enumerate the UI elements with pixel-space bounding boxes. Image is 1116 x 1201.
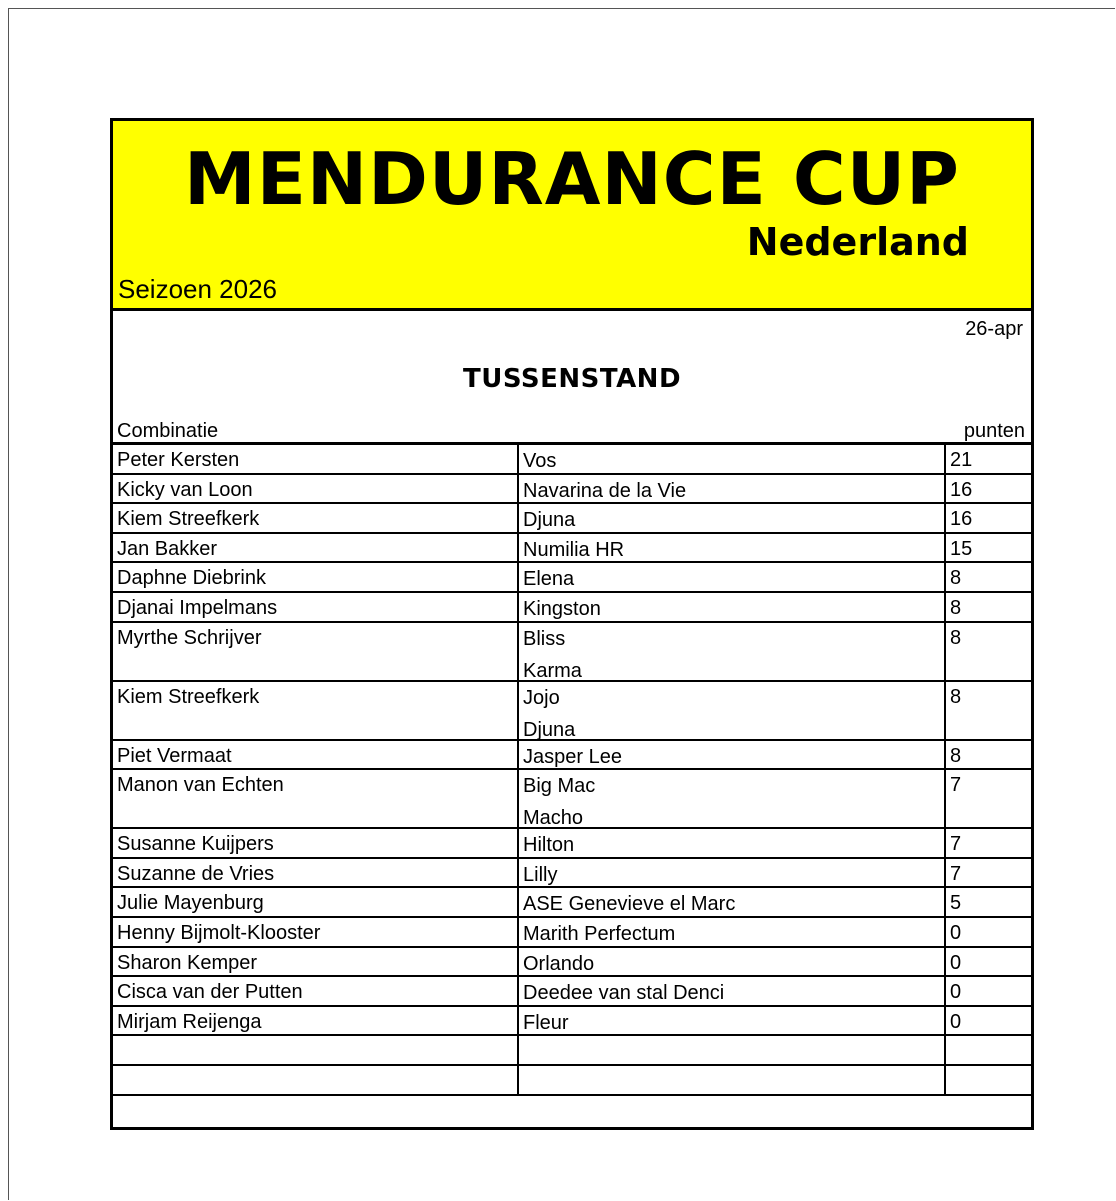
rider-cell: Piet Vermaat xyxy=(113,741,519,769)
table-row xyxy=(113,593,1031,623)
rider-cell: Daphne Diebrink xyxy=(113,563,519,591)
table-row xyxy=(113,445,1031,475)
horse-cell xyxy=(519,1007,946,1035)
cup-title: MENDURANCE CUP xyxy=(184,137,960,221)
empty-cell xyxy=(113,1066,519,1094)
standings-table xyxy=(113,442,1031,1129)
horse-name: Big Mac xyxy=(523,775,596,798)
table-row xyxy=(113,829,1031,859)
points-cell: 16 xyxy=(950,478,973,501)
table-row xyxy=(113,977,1031,1007)
horse-name: Jojo xyxy=(523,686,560,709)
horse-cell xyxy=(519,504,946,532)
table-row xyxy=(113,770,1031,829)
column-header-points: punten xyxy=(963,420,1025,442)
horse-cell xyxy=(519,770,946,827)
empty-table-row xyxy=(113,1036,1031,1066)
horse-name: Fleur xyxy=(523,1011,569,1034)
rider-cell: Kicky van Loon xyxy=(113,475,519,503)
horse-name: Jasper Lee xyxy=(523,745,622,768)
horse-name: ASE Genevieve el Marc xyxy=(523,893,736,916)
points-cell: 0 xyxy=(950,981,962,1004)
standings-heading: TUSSENSTAND xyxy=(462,364,682,394)
horse-cell xyxy=(519,829,946,857)
horse-cell xyxy=(519,534,946,562)
points-cell: 0 xyxy=(950,951,962,974)
table-row xyxy=(113,623,1031,682)
rider-cell: Mirjam Reijenga xyxy=(113,1007,519,1035)
table-row xyxy=(113,682,1031,741)
horse-cell xyxy=(519,445,946,473)
rider-cell: Kiem Streefkerk xyxy=(113,682,519,739)
table-row xyxy=(113,1007,1031,1037)
rider-cell: Julie Mayenburg xyxy=(113,888,519,916)
points-cell: 21 xyxy=(950,449,973,471)
rider-cell: Jan Bakker xyxy=(113,534,519,562)
horse-name: Lilly xyxy=(523,863,558,886)
horse-name: Djuna xyxy=(523,718,576,739)
horse-name: Vos xyxy=(523,450,557,472)
horse-cell xyxy=(519,563,946,591)
empty-cell xyxy=(113,1036,519,1064)
horse-name: Karma xyxy=(523,659,582,680)
empty-table-row xyxy=(113,1066,1031,1096)
horse-name: Navarina de la Vie xyxy=(523,479,687,502)
horse-cell xyxy=(519,859,946,887)
table-row xyxy=(113,918,1031,948)
points-cell: 0 xyxy=(950,1010,962,1033)
horse-cell xyxy=(519,918,946,946)
horse-cell xyxy=(519,888,946,916)
table-row xyxy=(113,475,1031,505)
table-row xyxy=(113,741,1031,771)
table-row xyxy=(113,948,1031,978)
horse-name: Orlando xyxy=(523,952,595,975)
rider-cell: Cisca van der Putten xyxy=(113,977,519,1005)
table-footer-row xyxy=(113,1096,1031,1129)
points-cell: 8 xyxy=(950,744,962,767)
empty-cell xyxy=(519,1036,946,1064)
points-cell: 8 xyxy=(950,596,962,619)
points-cell: 8 xyxy=(950,685,962,708)
table-row xyxy=(113,563,1031,593)
rider-cell: Henny Bijmolt-Klooster xyxy=(113,918,519,946)
empty-cell xyxy=(519,1066,946,1094)
rider-cell: Djanai Impelmans xyxy=(113,593,519,621)
table-row xyxy=(113,504,1031,534)
points-cell: 7 xyxy=(950,774,962,797)
rider-cell: Peter Kersten xyxy=(113,445,519,473)
empty-cell xyxy=(946,1066,1031,1094)
horse-name: Marith Perfectum xyxy=(523,922,676,945)
horse-name: Numilia HR xyxy=(523,538,625,561)
horse-cell xyxy=(519,475,946,503)
rider-cell: Sharon Kemper xyxy=(113,948,519,976)
table-row xyxy=(113,888,1031,918)
table-row xyxy=(113,859,1031,889)
rider-cell: Manon van Echten xyxy=(113,770,519,827)
horse-name: Elena xyxy=(523,568,575,591)
points-cell: 8 xyxy=(950,626,962,649)
rider-cell: Susanne Kuijpers xyxy=(113,829,519,857)
horse-name: Bliss xyxy=(523,627,566,650)
points-cell: 7 xyxy=(950,833,962,856)
horse-cell xyxy=(519,977,946,1005)
season-label: Seizoen 2026 xyxy=(118,274,278,304)
horse-name: Macho xyxy=(523,807,584,828)
column-header-combination: Combinatie xyxy=(117,420,219,442)
horse-name: Hilton xyxy=(523,834,575,857)
points-cell: 15 xyxy=(950,537,973,560)
table-row xyxy=(113,534,1031,564)
horse-name: Kingston xyxy=(523,597,601,620)
horse-cell xyxy=(519,593,946,621)
standings-sheet xyxy=(110,118,1034,1130)
rider-cell: Kiem Streefkerk xyxy=(113,504,519,532)
horse-cell xyxy=(519,948,946,976)
horse-name: Djuna xyxy=(523,509,576,532)
points-cell: 8 xyxy=(950,567,962,590)
horse-name: Deedee van stal Denci xyxy=(523,982,725,1005)
title-banner xyxy=(113,121,1031,311)
rider-cell: Suzanne de Vries xyxy=(113,859,519,887)
points-cell: 7 xyxy=(950,862,962,885)
horse-cell xyxy=(519,623,946,680)
empty-cell xyxy=(946,1036,1031,1064)
points-cell: 16 xyxy=(950,508,973,531)
points-cell: 5 xyxy=(950,892,962,915)
cup-subtitle: Nederland xyxy=(746,220,969,264)
rider-cell: Myrthe Schrijver xyxy=(113,623,519,680)
horse-cell xyxy=(519,741,946,769)
points-cell: 0 xyxy=(950,921,962,944)
standings-date: 26-apr xyxy=(965,318,1023,340)
horse-cell xyxy=(519,682,946,739)
